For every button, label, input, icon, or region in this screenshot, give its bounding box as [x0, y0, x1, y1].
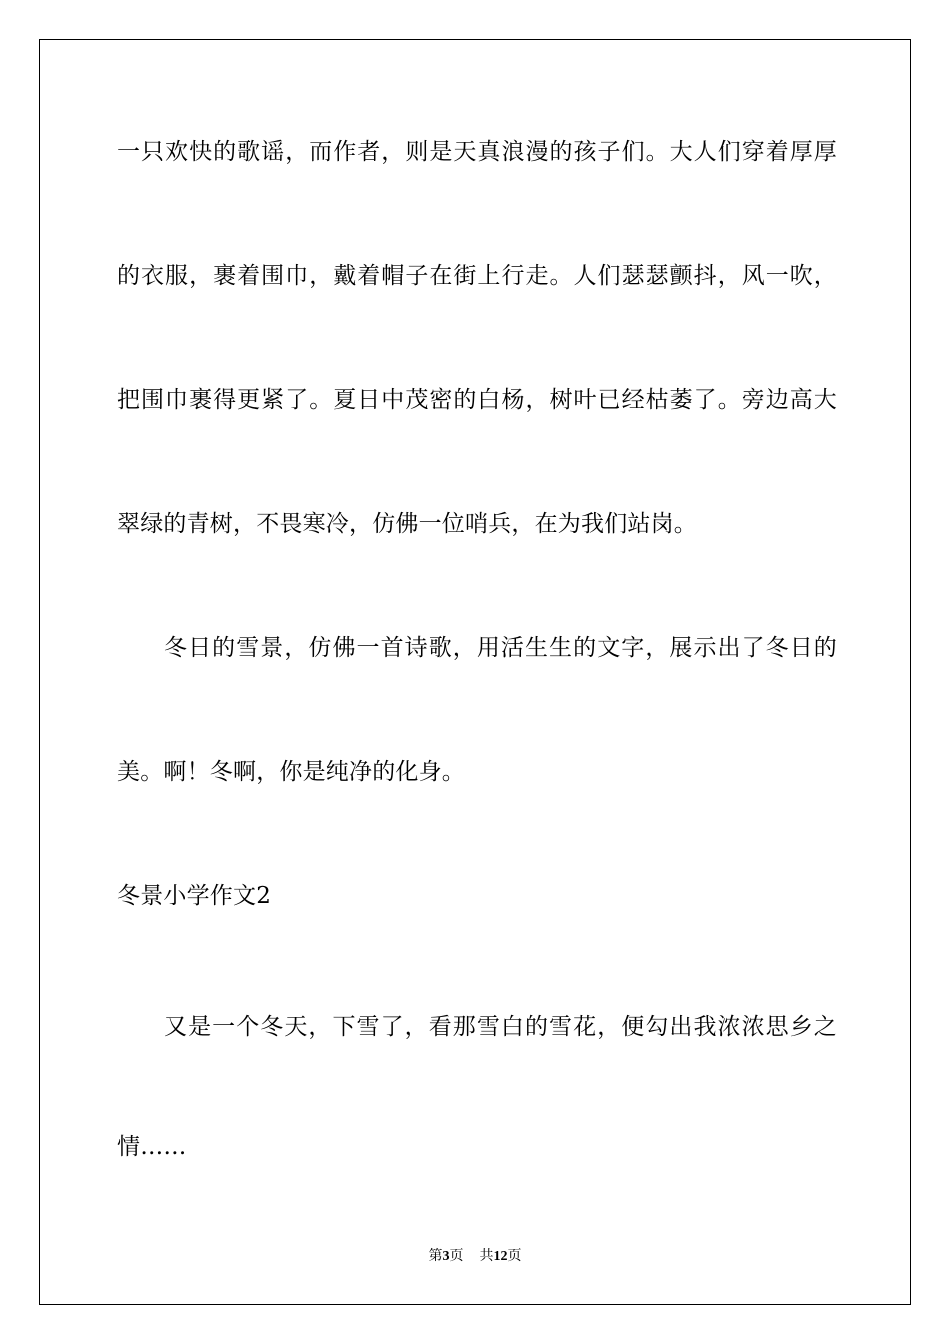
- paragraph-line: 又是一个冬天，下雪了，看那雪白的雪花，便勾出我浓浓思乡之: [164, 1014, 837, 1040]
- paragraph-line: 美。啊！冬啊，你是纯净的化身。: [117, 759, 465, 785]
- footer-page-current: 3: [442, 1249, 450, 1264]
- footer-page-prefix: 第: [428, 1248, 443, 1264]
- paragraph-line: 把围巾裹得更紧了。夏日中茂密的白杨，树叶已经枯萎了。旁边高大: [117, 387, 837, 413]
- footer-page-unit: 页: [449, 1248, 464, 1264]
- paragraph-line: 的衣服，裹着围巾，戴着帽子在街上行走。人们瑟瑟颤抖，风一吹，: [117, 263, 837, 289]
- footer-total-prefix: 共: [479, 1248, 494, 1264]
- page-footer: [0, 1246, 950, 1267]
- paragraph-line: 翠绿的青树，不畏寒冷，仿佛一位哨兵，在为我们站岗。: [117, 511, 697, 537]
- paragraph-line: 情……: [117, 1134, 187, 1160]
- page-border: [39, 39, 911, 1305]
- section-heading: 冬景小学作文2: [117, 883, 272, 909]
- paragraph-line: 冬日的雪景，仿佛一首诗歌，用活生生的文字，展示出了冬日的: [164, 635, 837, 661]
- footer-total-unit: 页: [507, 1248, 522, 1264]
- paragraph-line: 一只欢快的歌谣，而作者，则是天真浪漫的孩子们。大人们穿着厚厚: [117, 139, 837, 165]
- footer-page-total: 12: [493, 1249, 508, 1264]
